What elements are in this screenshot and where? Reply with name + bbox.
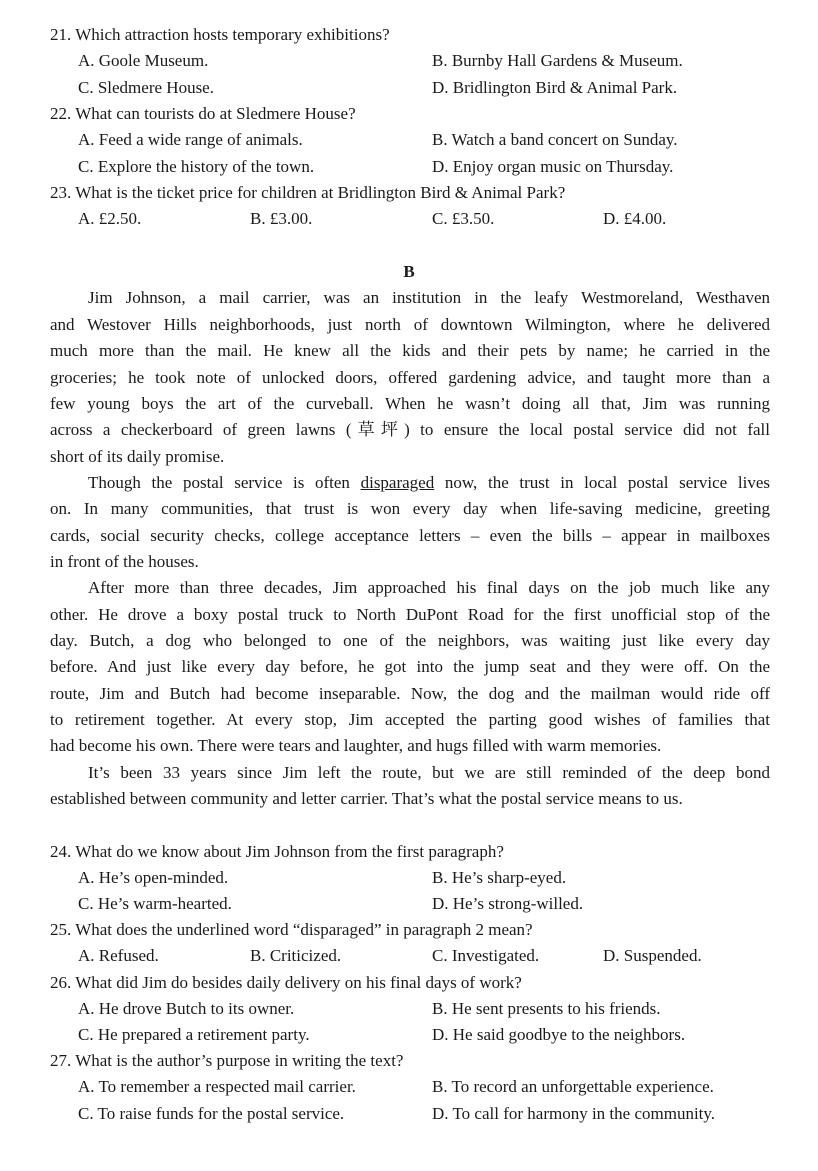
- passage-line: few young boys the art of the curveball. When he wasn’t doing all that, Jim was running: [50, 394, 770, 413]
- option-27-d: D. To call for harmony in the community.: [432, 1104, 716, 1123]
- question-26-options-row2: [0, 1022, 818, 1048]
- question-26-options-row1: [0, 996, 818, 1022]
- passage-line: and Westover Hills neighborhoods, just north of downtown Wilmington, where he delivered: [50, 315, 770, 334]
- question-23: 23. What is the ticket price for children at Bridlington Bird & Animal Park?: [50, 183, 566, 202]
- option-24-d: D. He’s strong-willed.: [432, 894, 584, 913]
- option-26-b: B. He sent presents to his friends.: [432, 999, 661, 1018]
- question-26: 26. What did Jim do besides daily delivery on his final days of work?: [50, 973, 522, 992]
- option-26-d: D. He said goodbye to the neighbors.: [432, 1025, 686, 1044]
- question-24: 24. What do we know about Jim Johnson from the first paragraph?: [50, 842, 504, 861]
- question-21-options-row1: [0, 48, 818, 74]
- passage-line: day. Butch, a dog who belonged to one of the neighbors, was waiting just like every day: [50, 631, 770, 650]
- passage-text: now, the trust in local postal service lives: [434, 473, 770, 492]
- option-22-c: C. Explore the history of the town.: [78, 157, 315, 176]
- passage-line: [50, 470, 770, 496]
- option-23-d: D. £4.00.: [603, 209, 667, 228]
- option-27-b: B. To record an unforgettable experience.: [432, 1077, 714, 1096]
- option-25-a: A. Refused.: [78, 946, 159, 965]
- option-25-c: C. Investigated.: [432, 946, 540, 965]
- passage-line: short of its daily promise.: [50, 447, 225, 466]
- question-24-options-row1: [0, 865, 818, 891]
- option-27-c: C. To raise funds for the postal service.: [78, 1104, 345, 1123]
- passage-line: Jim Johnson, a mail carrier, was an institution in the leafy Westmoreland, Westhaven: [88, 288, 770, 307]
- option-24-c: C. He’s warm-hearted.: [78, 894, 232, 913]
- option-21-d: D. Bridlington Bird & Animal Park.: [432, 78, 678, 97]
- option-27-a: A. To remember a respected mail carrier.: [78, 1077, 356, 1096]
- passage-line: established between community and letter carrier. That’s what the postal service means to us.: [50, 789, 683, 808]
- question-22: 22. What can tourists do at Sledmere House?: [50, 104, 356, 123]
- passage-line: It’s been 33 years since Jim left the route, but we are still reminded of the deep bond: [88, 763, 770, 782]
- question-27-options-row1: [0, 1074, 818, 1100]
- underlined-word: disparaged: [360, 473, 435, 492]
- passage-line: before. And just like every day before, he got into the jump seat and they were off. On the: [50, 657, 770, 676]
- question-27: 27. What is the author’s purpose in writing the text?: [50, 1051, 404, 1070]
- question-27-options-row2: [0, 1101, 818, 1127]
- option-21-b: B. Burnby Hall Gardens & Museum.: [432, 51, 683, 70]
- passage-line: across a checkerboard of green lawns (草坪) to ensure the local postal service did not fall: [50, 420, 770, 439]
- passage-line: After more than three decades, Jim approached his final days on the job much like any: [88, 578, 770, 597]
- passage-text: Though the postal service is often: [88, 473, 361, 492]
- passage-line: other. He drove a boxy postal truck to North DuPont Road for the first unofficial stop of the: [50, 605, 770, 624]
- passage-line: on. In many communities, that trust is won every day when life-saving medicine, greeting: [50, 499, 770, 518]
- passage-line: to retirement together. At every stop, Jim accepted the parting good wishes of families that: [50, 710, 770, 729]
- question-25: 25. What does the underlined word “disparaged” in paragraph 2 mean?: [50, 920, 533, 939]
- question-25-options: [0, 943, 818, 969]
- question-22-options-row1: [0, 127, 818, 153]
- option-22-d: D. Enjoy organ music on Thursday.: [432, 157, 674, 176]
- option-26-a: A. He drove Butch to its owner.: [78, 999, 295, 1018]
- option-23-c: C. £3.50.: [432, 209, 495, 228]
- option-25-b: B. Criticized.: [250, 946, 342, 965]
- option-23-a: A. £2.50.: [78, 209, 142, 228]
- question-21: 21. Which attraction hosts temporary exhibitions?: [50, 25, 390, 44]
- passage-line: had become his own. There were tears and laughter, and hugs filled with warm memories.: [50, 736, 662, 755]
- option-24-a: A. He’s open-minded.: [78, 868, 229, 887]
- option-21-a: A. Goole Museum.: [78, 51, 209, 70]
- option-23-b: B. £3.00.: [250, 209, 313, 228]
- option-26-c: C. He prepared a retirement party.: [78, 1025, 310, 1044]
- option-25-d: D. Suspended.: [603, 946, 702, 965]
- question-23-options: [0, 206, 818, 232]
- option-24-b: B. He’s sharp-eyed.: [432, 868, 567, 887]
- passage-line: route, Jim and Butch had become inseparable. Now, the dog and the mailman would ride off: [50, 684, 770, 703]
- question-24-options-row2: [0, 891, 818, 917]
- question-22-options-row2: [0, 154, 818, 180]
- passage-line: in front of the houses.: [50, 552, 199, 571]
- option-21-c: C. Sledmere House.: [78, 78, 214, 97]
- option-22-b: B. Watch a band concert on Sunday.: [432, 130, 678, 149]
- option-22-a: A. Feed a wide range of animals.: [78, 130, 303, 149]
- passage-line: much more than the mail. He knew all the kids and their pets by name; he carried in the: [50, 341, 770, 360]
- passage-line: cards, social security checks, college acceptance letters – even the bills – appear in mailboxes: [50, 526, 770, 545]
- passage-line: groceries; he took note of unlocked doors, offered gardening advice, and taught more than a: [50, 368, 770, 387]
- section-heading: B: [403, 262, 415, 281]
- question-21-options-row2: [0, 75, 818, 101]
